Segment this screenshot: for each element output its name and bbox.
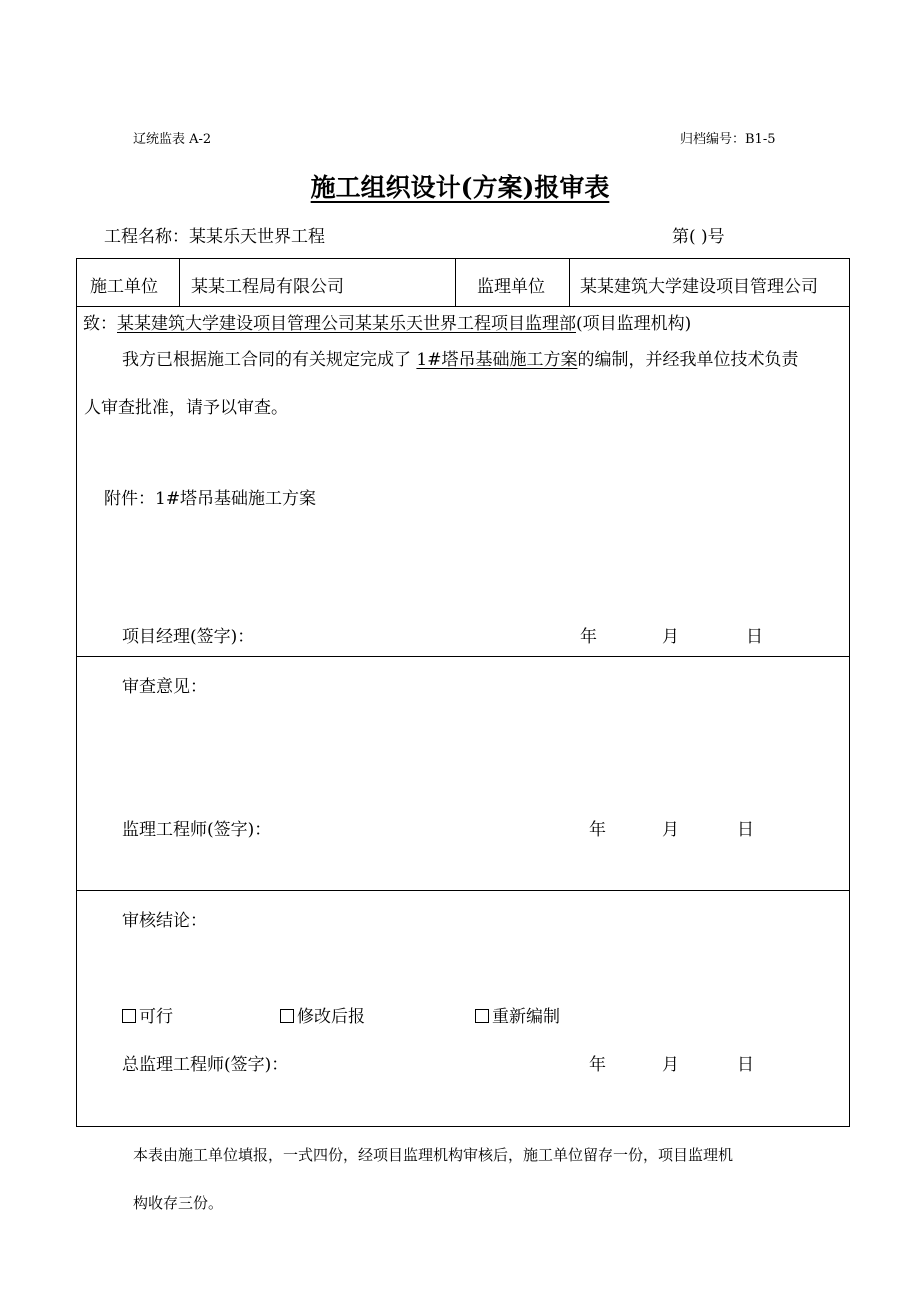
plan-name: 1#塔吊基础施工方案: [416, 350, 578, 370]
option-revise-resubmit[interactable]: 修改后报: [280, 1002, 365, 1027]
supervision-unit-label: 监理单位: [477, 277, 545, 297]
archive-number: 归档编号：B1-5: [680, 132, 776, 147]
option-redo[interactable]: 重新编制: [475, 1002, 560, 1027]
option-feasible[interactable]: 可行: [122, 1002, 173, 1027]
submission-text-line2: 人审查批准，请予以审查。: [84, 398, 288, 418]
checkbox[interactable]: [280, 1009, 294, 1023]
footer-note: 本表由施工单位填报，一式四份，经项目监理机构审核后，施工单位留存一份，项目监理机: [133, 1146, 734, 1164]
form-code: 辽统监表 A-2: [133, 132, 212, 147]
recipient-org: 某某建筑大学建设项目管理公司某某乐天世界工程项目监理部: [117, 314, 576, 334]
checkbox[interactable]: [122, 1009, 136, 1023]
audit-conclusion-label: 审核结论：: [122, 911, 207, 931]
table-border-top: [76, 258, 850, 259]
cell-divider: [179, 258, 180, 306]
project-manager-signature: 项目经理(签字)：: [122, 627, 255, 647]
supervision-unit-value: 某某建筑大学建设项目管理公司: [580, 277, 818, 297]
table-border-bottom: [76, 1126, 850, 1127]
date-day: 日: [746, 627, 763, 647]
supervising-engineer-signature: 监理工程师(签字)：: [122, 820, 272, 840]
table-section-divider: [76, 890, 850, 891]
form-number: 第( )号: [672, 227, 725, 247]
project-name: 工程名称：某某乐天世界工程: [104, 227, 325, 247]
table-border-right: [849, 258, 850, 1127]
page-title: 施工组织设计(方案)报审表: [310, 173, 610, 202]
review-opinion-label: 审查意见：: [122, 677, 207, 697]
submission-text: 我方已根据施工合同的有关规定完成了 1#塔吊基础施工方案的编制，并经我单位技术负责: [122, 350, 799, 370]
construction-unit-label: 施工单位: [90, 277, 158, 297]
chief-engineer-signature: 总监理工程师(签字)：: [122, 1055, 289, 1075]
date-year: 年: [589, 820, 606, 840]
cell-divider: [455, 258, 456, 306]
cell-divider: [569, 258, 570, 306]
date-day: 日: [737, 1055, 754, 1075]
table-section-divider: [76, 656, 850, 657]
recipient-line: 致：某某建筑大学建设项目管理公司某某乐天世界工程项目监理部(项目监理机构): [83, 314, 692, 334]
attachment: 附件：1#塔吊基础施工方案: [104, 489, 317, 509]
construction-unit-value: 某某工程局有限公司: [191, 277, 344, 297]
checkbox[interactable]: [475, 1009, 489, 1023]
date-month: 月: [662, 627, 679, 647]
footer-note-line2: 构收存三份。: [133, 1194, 224, 1212]
date-year: 年: [589, 1055, 606, 1075]
date-month: 月: [662, 820, 679, 840]
date-year: 年: [580, 627, 597, 647]
table-row-divider: [76, 306, 850, 307]
date-month: 月: [662, 1055, 679, 1075]
table-border-left: [76, 258, 77, 1127]
date-day: 日: [737, 820, 754, 840]
